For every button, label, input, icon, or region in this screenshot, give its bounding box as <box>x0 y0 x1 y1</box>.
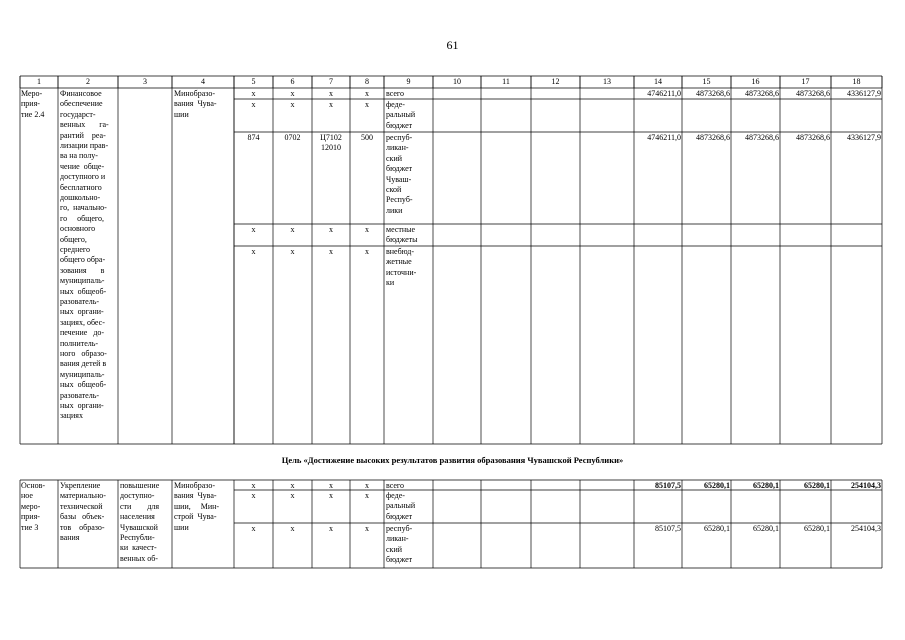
code-cell: x <box>251 524 256 533</box>
amount-cell: 4873268,6 <box>745 133 779 142</box>
source-line: респуб- <box>386 524 413 533</box>
amount-cell: 65280,1 <box>753 481 779 490</box>
goal-line: сти для <box>120 501 160 511</box>
source-line: феде- <box>386 491 405 500</box>
description-line: дошкольно- <box>60 193 101 202</box>
description-line: го общего, <box>60 213 104 223</box>
executor-line: Минобразо- <box>174 89 216 98</box>
source-line: феде- <box>386 100 405 109</box>
description-line: ных органи- <box>60 401 104 410</box>
description-line: материально- <box>60 491 106 501</box>
code-cell: x <box>365 247 369 256</box>
executor-line: Минобразо- <box>174 481 216 490</box>
description-line: разователь- <box>60 390 100 400</box>
description-line: доступного и <box>60 172 106 182</box>
header-cell: 11 <box>502 77 510 86</box>
source-line: ликан- <box>386 143 409 153</box>
source-line: бюджеты <box>386 235 418 245</box>
code-cell: x <box>365 524 369 533</box>
header-cell: 15 <box>702 77 711 86</box>
source-line: ральный <box>386 110 416 120</box>
code-cell: x <box>365 89 369 98</box>
source-line: ский <box>386 153 402 163</box>
source-line: бюджет <box>386 555 413 565</box>
header-cell: 16 <box>751 77 760 86</box>
code-cell: 0702 <box>284 133 301 142</box>
mero-label: ное <box>21 491 33 501</box>
code-cell: x <box>365 481 369 490</box>
code-cell: x <box>290 247 295 256</box>
header-cell: 13 <box>603 77 611 86</box>
amount-cell: 254104,3 <box>851 481 881 490</box>
description-line: ного образо- <box>60 349 107 358</box>
description-line: ных общеоб- <box>60 380 107 390</box>
description-line: общего обра- <box>60 255 106 265</box>
header-cell: 14 <box>654 77 662 86</box>
amount-cell: 65280,1 <box>804 481 830 490</box>
code-cell: x <box>251 100 256 109</box>
code-cell: Ц7102 <box>320 133 342 142</box>
code-cell: x <box>290 100 295 109</box>
source-line: всего <box>386 89 405 98</box>
goal-line: повышение <box>120 481 160 490</box>
description-line: лизации прав- <box>60 141 109 150</box>
source-line: ральный <box>386 501 416 511</box>
source-line: Респуб- <box>386 195 413 205</box>
amount-cell: 4873268,6 <box>796 89 830 98</box>
header-cell: 5 <box>251 77 256 86</box>
source-line: бюджет <box>386 511 413 521</box>
description-line: муниципаль- <box>60 276 105 286</box>
goal-heading: Цель «Достижение высоких результатов развития образования Чувашской Республики» <box>281 455 624 465</box>
description-line: чение обще- <box>60 161 105 171</box>
header-cell: 9 <box>406 77 411 86</box>
source-line: ской <box>386 185 402 194</box>
description-line: ных общеоб- <box>60 286 107 296</box>
executor-line: вания Чува- <box>174 491 217 501</box>
goal-line: ки качест- <box>120 543 157 553</box>
amount-cell: 65280,1 <box>753 524 779 533</box>
executor-line: строй Чува- <box>174 512 217 522</box>
code-cell: x <box>365 491 369 500</box>
mero-label: тие 2.4 <box>21 109 45 119</box>
amount-cell: 65280,1 <box>704 481 730 490</box>
goal-line: Чувашской <box>120 522 158 532</box>
goal-line: доступно- <box>120 491 155 501</box>
header-cell: 4 <box>201 77 205 86</box>
description-line: бесплатного <box>60 182 102 192</box>
header-cell: 2 <box>86 77 90 86</box>
source-line: бюджет <box>386 120 413 130</box>
goal-line: населения <box>120 512 155 522</box>
code-cell: x <box>290 524 295 533</box>
code-cell: x <box>251 225 256 234</box>
amount-cell: 4336127,9 <box>847 89 881 98</box>
description-line: тов образо- <box>60 522 105 532</box>
source-line: ский <box>386 544 402 554</box>
description-line: ва на полу- <box>60 151 98 161</box>
code-cell: x <box>290 89 295 98</box>
executor-line: шии <box>174 109 189 119</box>
description-line: зования в <box>60 265 105 275</box>
code-cell: x <box>365 100 369 109</box>
code-cell: x <box>251 491 256 500</box>
description-line: основного <box>60 224 96 234</box>
code-cell: 874 <box>247 133 260 142</box>
description-line: вания <box>60 533 80 542</box>
description-line: базы объек- <box>60 512 105 522</box>
source-line: бюджет <box>386 164 413 174</box>
code-cell: x <box>329 481 333 490</box>
description-line: Финансовое <box>60 89 102 98</box>
amount-cell: 4336127,9 <box>847 133 881 142</box>
description-line: обеспечение <box>60 99 103 109</box>
header-cell: 8 <box>365 77 369 86</box>
code-cell: x <box>251 89 256 98</box>
description-line: зациях <box>60 411 83 421</box>
header-cell: 17 <box>801 77 810 86</box>
mero-label: прия- <box>21 512 40 522</box>
source-line: внебюд- <box>386 247 414 256</box>
code-cell: x <box>329 491 333 500</box>
amount-cell: 4873268,6 <box>696 89 730 98</box>
code-cell: x <box>329 524 333 533</box>
source-line: Чуваш- <box>386 174 412 184</box>
amount-cell: 4746211,0 <box>647 133 681 142</box>
header-cell: 6 <box>290 77 295 86</box>
code-cell: x <box>329 89 333 98</box>
code-cell: x <box>290 491 295 500</box>
description-line: государст- <box>60 109 96 119</box>
source-line: респуб- <box>386 133 413 142</box>
amount-cell: 4873268,6 <box>796 133 830 142</box>
description-line: го, начально- <box>60 203 107 213</box>
amount-cell: 65280,1 <box>804 524 830 533</box>
description-line: полнитель- <box>60 338 99 348</box>
header-cell: 12 <box>551 77 560 86</box>
goal-line: Республи- <box>120 533 155 542</box>
code-cell: x <box>251 247 256 256</box>
mero-label: тие 3 <box>21 522 39 532</box>
page-number: 61 <box>446 38 459 52</box>
source-line: источни- <box>386 267 417 277</box>
description-line: ных органи- <box>60 307 104 317</box>
description-line: печение до- <box>60 328 105 338</box>
header-cell: 10 <box>453 77 461 86</box>
description-line: муниципаль- <box>60 369 105 379</box>
executor-line: шии, Мин- <box>174 501 220 511</box>
code-cell: x <box>290 481 295 490</box>
mero-label: прия- <box>21 99 40 109</box>
description-line: разователь- <box>60 297 100 306</box>
code-cell: 500 <box>361 133 373 142</box>
amount-cell: 4746211,0 <box>647 89 681 98</box>
description-line: среднего <box>60 245 90 254</box>
source-line: ликан- <box>386 534 409 544</box>
description-line: рантий реа- <box>60 130 106 140</box>
description-line: Укрепление <box>60 481 101 490</box>
amount-cell: 254104,3 <box>851 524 881 533</box>
amount-cell: 85107,5 <box>655 524 681 533</box>
mero-label: Меро- <box>21 89 43 98</box>
description-line: зациях, обес- <box>60 317 105 327</box>
description-line: венных га- <box>60 120 109 130</box>
goal-line: венных об- <box>120 553 158 563</box>
amount-cell: 4873268,6 <box>696 133 730 142</box>
header-cell: 1 <box>37 77 41 86</box>
description-line: общего, <box>60 234 87 244</box>
mero-label: Основ- <box>21 481 46 490</box>
source-line: всего <box>386 481 405 490</box>
mero-label: меро- <box>21 501 41 511</box>
code-cell: x <box>251 481 256 490</box>
amount-cell: 85107,5 <box>655 481 681 490</box>
header-cell: 18 <box>852 77 861 86</box>
source-line: ки <box>386 278 395 288</box>
source-line: лики <box>386 205 403 215</box>
source-line: жетные <box>386 257 412 267</box>
description-line: вания детей в <box>60 359 107 369</box>
code-cell: x <box>329 225 333 234</box>
header-cell: 3 <box>143 77 147 86</box>
code-cell: 12010 <box>321 143 341 153</box>
header-cell: 7 <box>329 77 333 86</box>
amount-cell: 4873268,6 <box>745 89 779 98</box>
code-cell: x <box>290 225 295 234</box>
code-cell: x <box>365 225 369 234</box>
amount-cell: 65280,1 <box>704 524 730 533</box>
code-cell: x <box>329 247 333 256</box>
code-cell: x <box>329 100 333 109</box>
source-line: местные <box>386 225 416 234</box>
executor-line: вания Чува- <box>174 99 217 109</box>
description-line: технической <box>60 501 103 511</box>
executor-line: шии <box>174 522 189 532</box>
